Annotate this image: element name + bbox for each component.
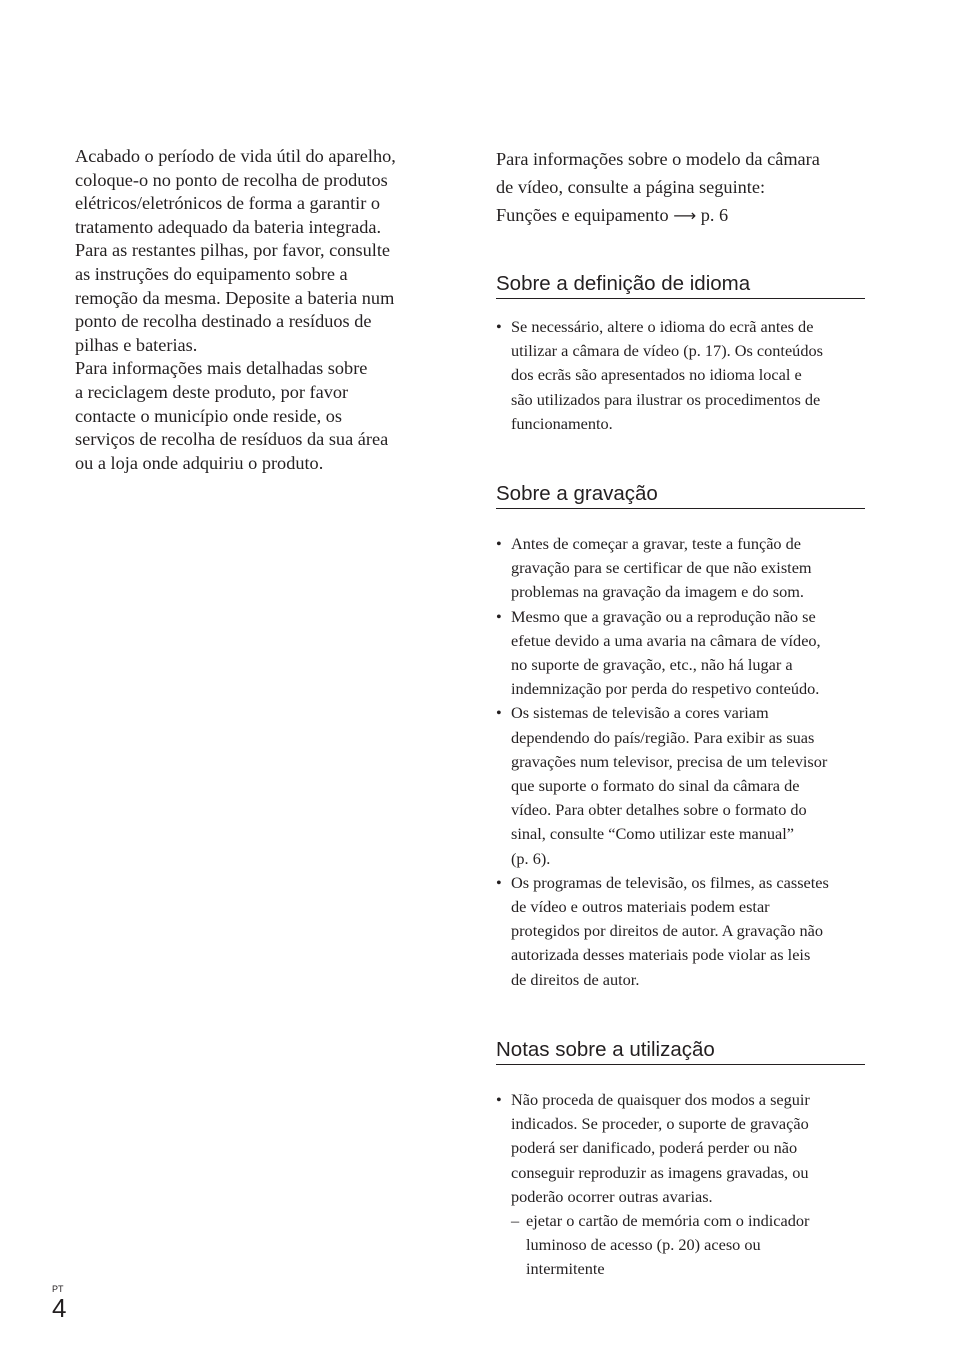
recycling-info-paragraph: Para informações mais detalhadas sobre a reciclagem deste produto, por favor contacte o município onde reside, os serviços de recolha de resíduos da sua área ou a loja onde adquiriu o produto. (75, 358, 389, 473)
section-heading-language: Sobre a definição de idioma (496, 271, 865, 299)
bullet-icon: • (496, 703, 502, 723)
list-item (496, 605, 868, 702)
intro-text: Para informações sobre o modelo da câmara de vídeo, consulte a página seguinte: Funções e equipamento (496, 149, 820, 225)
page-number: 4 (52, 1293, 67, 1323)
list-item-text: Mesmo que a gravação ou a reprodução não se efetue devido a uma avaria na câmara de vídeo, no suporte de gravação, etc., não há lugar a indemnização por perda do respetivo conteúdo. (511, 606, 821, 699)
list-item (496, 871, 868, 992)
intro-page-ref: p. 6 (696, 205, 729, 225)
recording-bullet-list (496, 532, 868, 992)
list-item (496, 701, 868, 870)
list-item (496, 315, 868, 436)
list-item (496, 1088, 868, 1306)
sub-list-item (511, 1209, 868, 1282)
list-item-text: Os programas de televisão, os filmes, as cassetes de vídeo e outros materiais podem estar protegidos por direitos de autor. A gravação não autorizada desses materiais pode violar as leis de direitos de autor. (511, 872, 829, 989)
language-code: PT (52, 1284, 64, 1294)
disposal-paragraph: Acabado o período de vida útil do aparelho, coloque-o no ponto de recolha de produtos elétricos/eletrónicos de forma a garantir o tratamento adequado da bateria integrada. Para as restantes pilhas, por favor, consulte as instruções do equipamento sobre a remoção da mesma. Deposite a bateria num ponto de recolha destinado a resíduos de pilhas e baterias. (75, 146, 396, 355)
list-item-text: Se necessário, altere o idioma do ecrã antes de utilizar a câmara de vídeo (p. 17). Os conteúdos dos ecrãs são apresentados no idioma local e são utilizados para ilustrar os procedimentos de funcionamento. (511, 317, 823, 433)
section-heading-recording: Sobre a gravação (496, 481, 865, 509)
list-item (496, 532, 868, 605)
arrow-icon: ⟶ (673, 206, 697, 225)
section-heading-usage-notes: Notas sobre a utilização (496, 1037, 865, 1065)
bullet-icon: • (496, 872, 502, 892)
page-footer (52, 1284, 66, 1322)
bullet-icon: • (496, 534, 502, 553)
list-item-text: Os sistemas de televisão a cores variam dependendo do país/região. Para exibir as suas gravações num televisor, precisa de um televisor que suporte o formato do sinal da câmara de vídeo. Para obter detalhes sobre o formato do sinal, consulte “Como utilizar este manual” (p. 6). (511, 703, 828, 868)
bullet-icon: • (496, 1090, 502, 1109)
dash-icon: – (511, 1211, 520, 1231)
list-item-text: Não proceda de quaisquer dos modos a seguir indicados. Se proceder, o suporte de gravação poderá ser danificado, poderá perder ou não conseguir reproduzir as imagens gravadas, ou poderão ocorrer outras avarias. (511, 1090, 810, 1206)
bullet-icon: • (496, 606, 502, 626)
list-item-text: Antes de começar a gravar, teste a função de gravação para se certificar de que não existem problemas na gravação da imagem e do som. (511, 534, 812, 602)
model-info-intro (496, 145, 868, 230)
usage-bullet-list (496, 1088, 868, 1306)
sub-list-item-text: ejetar o cartão de memória com o indicador luminoso de acesso (p. 20) aceso ou intermitente (526, 1211, 810, 1279)
right-column (496, 145, 868, 1279)
left-column (75, 145, 450, 475)
bullet-icon: • (496, 317, 502, 336)
language-bullet-list (496, 315, 868, 436)
